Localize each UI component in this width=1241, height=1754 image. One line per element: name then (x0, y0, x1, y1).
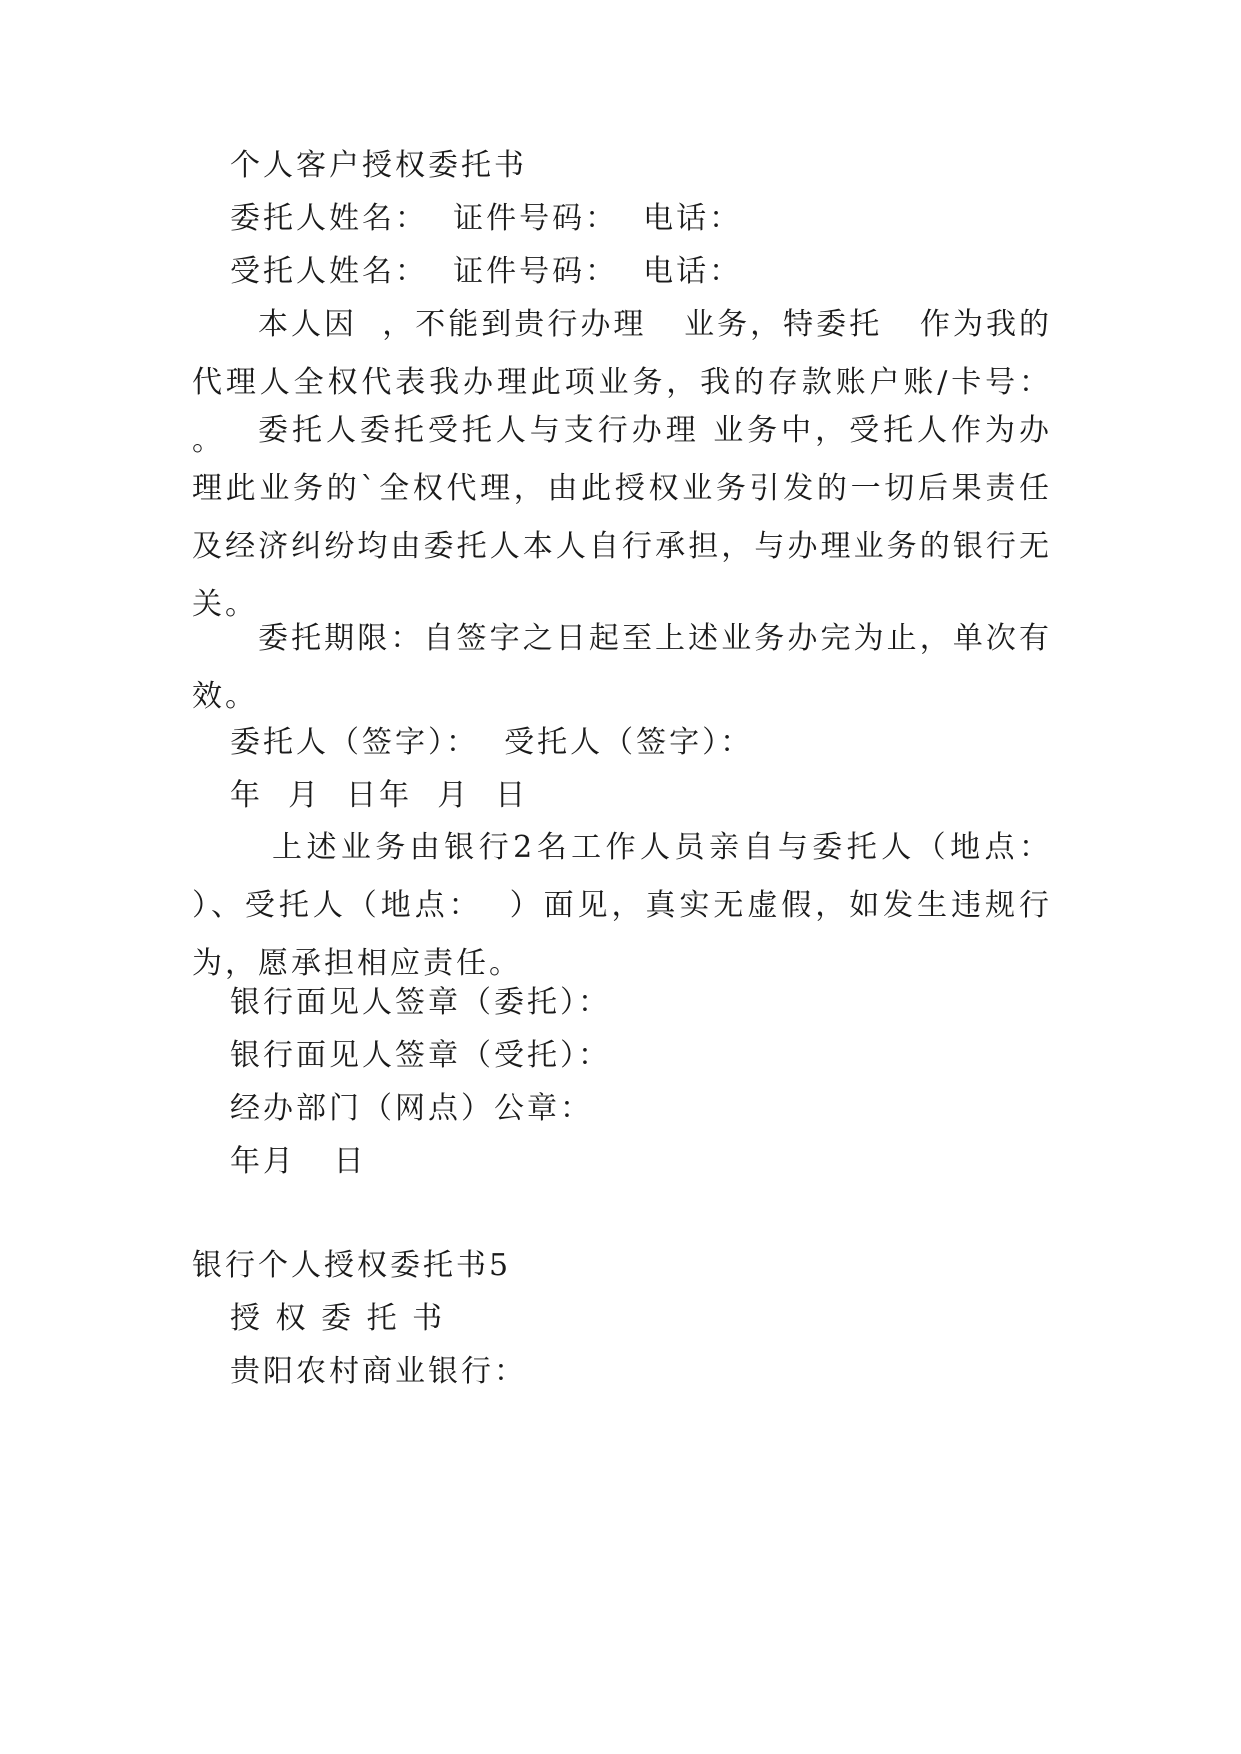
section-heading: 银行个人授权委托书5 (192, 1248, 512, 1283)
date-line-2: 年月 日 (230, 1144, 367, 1179)
witness-agent-seal: 银行面见人签章（受托）： (230, 1038, 611, 1073)
term-paragraph: 委托期限：自签字之日起至上述业务办完为止，单次有效。 (192, 621, 1052, 714)
signature-line: 委托人（签字）： 受托人（签字）： (230, 725, 754, 760)
subtitle: 授 权 委 托 书 (230, 1301, 446, 1336)
witness-paragraph: 上述业务由银行2名工作人员亲自与委托人（地点： ）、受托人（地点： ）面见，真实无虚假，如发生违规行为，愿承担相应责任。 (192, 830, 1078, 981)
witness-principal-seal: 银行面见人签章（委托）： (230, 985, 611, 1020)
principal-info-line: 委托人姓名： 证件号码： 电话： (230, 201, 743, 236)
authorization-paragraph: 委托人委托受托人与支行办理 业务中，受托人作为办理此业务的`全权代理，由此授权业务引发的一切后果责任及经济纠纷均由委托人本人自行承担，与办理业务的银行无关。 (192, 413, 1052, 622)
department-seal-line: 经办部门（网点）公章： (230, 1091, 593, 1126)
addressee-line: 贵阳农村商业银行： (230, 1354, 527, 1389)
reason-paragraph: 本人因 ，不能到贵行办理 业务，特委托 作为我的代理人全权代表我办理此项业务，我的存款账户账/卡号： 。 (192, 307, 1078, 458)
document-title: 个人客户授权委托书 (230, 148, 527, 183)
agent-info-line: 受托人姓名： 证件号码： 电话： (230, 254, 743, 289)
date-line: 年 月 日年 月 日 (230, 778, 529, 813)
